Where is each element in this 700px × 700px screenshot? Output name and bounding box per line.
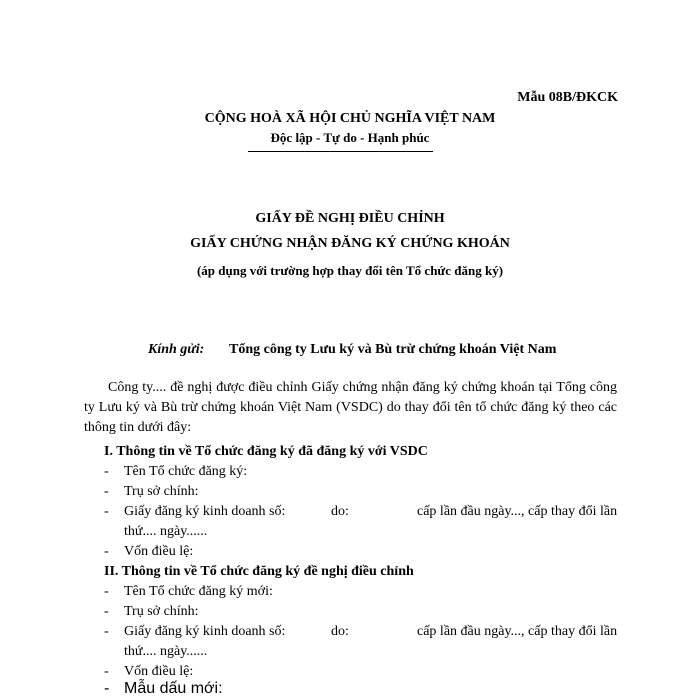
section2-hq-field: Trụ sở chính:: [124, 604, 199, 619]
bullet-dash: -: [104, 664, 109, 679]
section2-capital-field: Vốn điều lệ:: [124, 664, 194, 679]
document-title-line1: GIẤY ĐỀ NGHỊ ĐIỀU CHỈNH: [255, 211, 445, 226]
form-code: Mẫu 08B/ĐKCK: [517, 90, 618, 105]
intro-paragraph: [84, 378, 617, 438]
bullet-dash: -: [104, 624, 109, 639]
bullet-dash: -: [104, 544, 109, 559]
addressee-value: Tổng công ty Lưu ký và Bù trừ chứng khoán Việt Nam: [229, 342, 557, 357]
section2-seal-field: Mẫu dấu mới:: [124, 680, 223, 697]
section1-license-issuer: do:: [331, 504, 349, 519]
document-title-line2: GIẤY CHỨNG NHẬN ĐĂNG KÝ CHỨNG KHOÁN: [190, 236, 510, 251]
bullet-dash: -: [104, 604, 109, 619]
section2-license-issue: cấp lần đầu ngày..., cấp thay đổi lần: [417, 624, 618, 639]
section2-license-continued: thứ.... ngày......: [124, 644, 208, 659]
country-name: CỘNG HOÀ XÃ HỘI CHỦ NGHĨA VIỆT NAM: [204, 111, 496, 126]
section2-name-field: Tên Tổ chức đăng ký mới:: [124, 584, 273, 599]
section1-license-issue: cấp lần đầu ngày..., cấp thay đổi lần: [417, 504, 618, 519]
section2-heading: II. Thông tin về Tổ chức đăng ký đề nghị điều chỉnh: [104, 564, 414, 579]
addressee-label: Kính gửi:: [148, 342, 205, 357]
bullet-dash: -: [104, 484, 109, 499]
section1-heading: I. Thông tin về Tổ chức đăng ký đã đăng ký với VSDC: [104, 444, 428, 459]
section1-hq-field: Trụ sở chính:: [124, 484, 199, 499]
bullet-dash: -: [104, 504, 109, 519]
bullet-dash: -: [104, 680, 110, 697]
section1-license-continued: thứ.... ngày......: [124, 524, 208, 539]
bullet-dash: -: [104, 584, 109, 599]
document-subtitle: (áp dụng với trường hợp thay đổi tên Tổ chức đăng ký): [196, 263, 504, 278]
national-motto: Độc lập - Tự do - Hạnh phúc: [270, 130, 430, 145]
motto-underline: [248, 151, 433, 152]
bullet-dash: -: [104, 464, 109, 479]
section2-license-issuer: do:: [331, 624, 349, 639]
section1-name-field: Tên Tổ chức đăng ký:: [124, 464, 248, 479]
intro-text: Công ty.... đề nghị được điều chỉnh Giấy chứng nhận đăng ký chứng khoán tại Tổng công ty Lưu ký và Bù trừ chứng khoán Việt Nam (VSDC) do thay đổi tên tổ chức đăng ký theo các thông tin dưới đây:: [84, 380, 617, 435]
section1-license-field: Giấy đăng ký kinh doanh số:: [124, 504, 286, 519]
section1-capital-field: Vốn điều lệ:: [124, 544, 194, 559]
section2-license-field: Giấy đăng ký kinh doanh số:: [124, 624, 286, 639]
